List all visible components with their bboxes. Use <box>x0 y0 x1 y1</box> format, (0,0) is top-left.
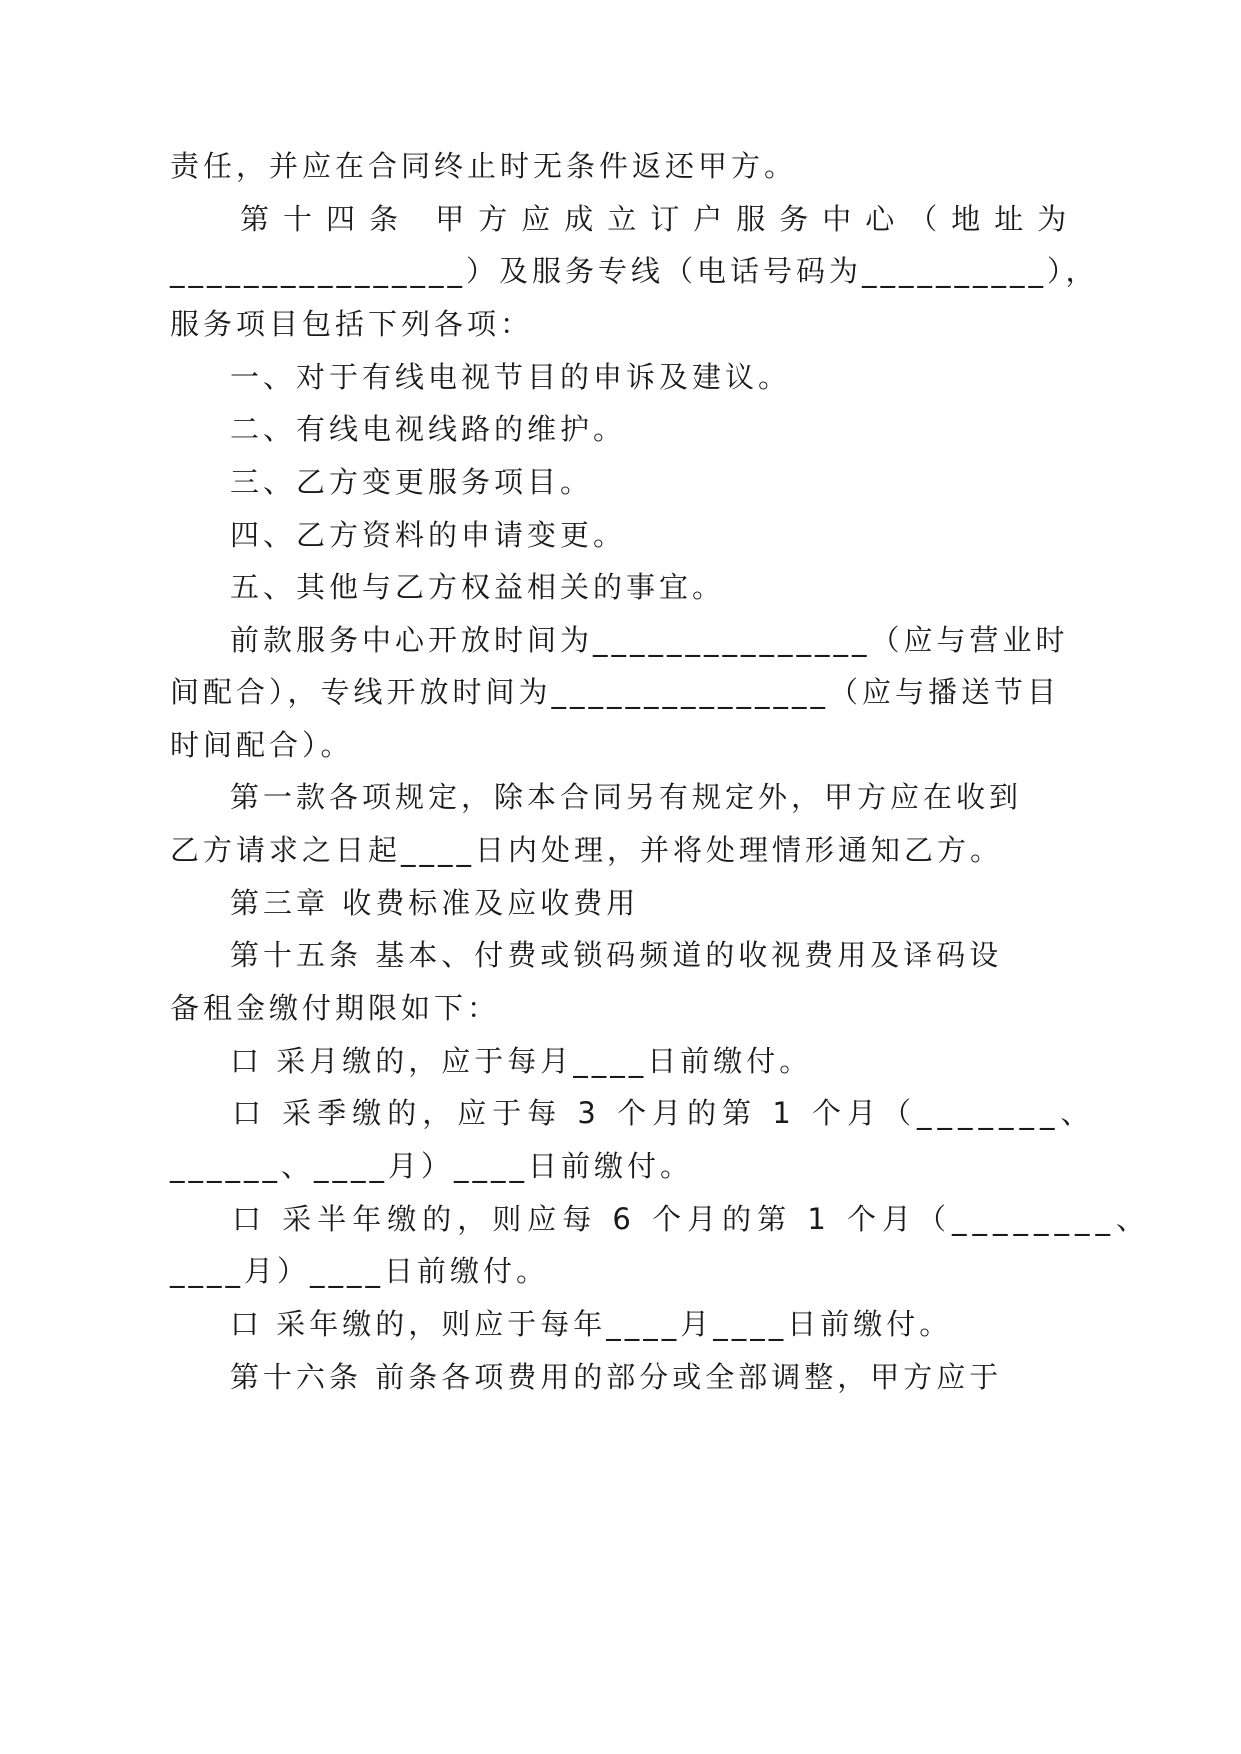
list-item: 五、其他与乙方权益相关的事宜。 <box>230 570 726 604</box>
list-item: 一、对于有线电视节目的申诉及建议。 <box>230 360 792 394</box>
list-item: 二、有线电视线路的维护。 <box>230 412 627 446</box>
checkbox-option-monthly: 口 采月缴的，应于每月____日前缴付。 <box>230 1044 813 1078</box>
checkbox-option-annual: 口 采年缴的，则应于每年____月____日前缴付。 <box>230 1307 953 1341</box>
text-line: 责任，并应在合同终止时无条件返还甲方。 <box>170 149 798 183</box>
checkbox-option-quarterly: 口 采季缴的，应于每 3 个月的第 1 个月（_______、 <box>232 1096 1096 1130</box>
text-line: 乙方请求之日起____日内处理，并将处理情形通知乙方。 <box>170 833 1004 867</box>
list-item: 四、乙方资料的申请变更。 <box>230 518 627 552</box>
list-item: 三、乙方变更服务项目。 <box>230 465 594 499</box>
article-16-heading: 第十六条 前条各项费用的部分或全部调整，甲方应于 <box>230 1360 1003 1394</box>
text-line: 间配合），专线开放时间为_______________（应与播送节目 <box>170 675 1061 709</box>
text-line: 前款服务中心开放时间为_______________（应与营业时 <box>230 623 1069 657</box>
text-line: ______、____月）____日前缴付。 <box>170 1149 694 1183</box>
text-line: 第一款各项规定，除本合同另有规定外，甲方应在收到 <box>230 780 1023 814</box>
article-14-heading: 第十四条 甲方应成立订户服务中心（地址为 <box>240 202 1081 236</box>
text-line: 时间配合）。 <box>170 728 354 762</box>
text-line: ________________）及服务专线（电话号码为__________）， <box>170 254 1099 288</box>
text-line: 服务项目包括下列各项： <box>170 307 534 341</box>
text-line: ____月）____日前缴付。 <box>170 1254 550 1288</box>
text-line: 备租金缴付期限如下： <box>170 991 501 1025</box>
chapter-heading: 第三章 收费标准及应收费用 <box>230 886 640 920</box>
checkbox-option-semiannual: 口 采半年缴的，则应每 6 个月的第 1 个月（________、 <box>232 1202 1151 1236</box>
article-15-heading: 第十五条 基本、付费或锁码频道的收视费用及译码设 <box>230 938 1003 972</box>
